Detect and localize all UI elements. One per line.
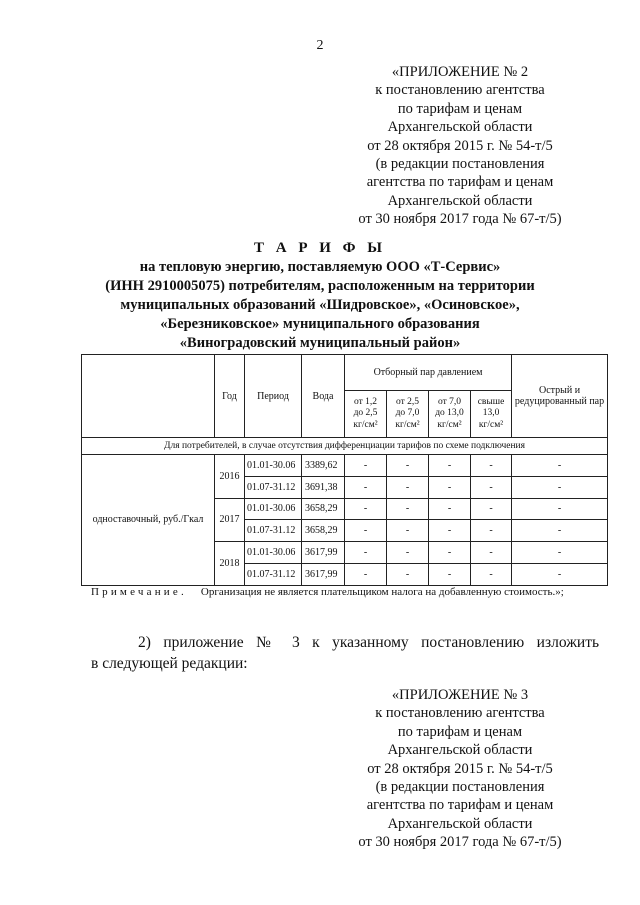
subtitle-line: (ИНН 2910005075) потребителям, расположенным на территории	[105, 278, 535, 294]
table-note	[91, 586, 564, 598]
row-label: одноставочный, руб./Гкал	[82, 455, 215, 586]
dash-cell: -	[429, 498, 471, 520]
period-cell: 01.07-31.12	[245, 476, 302, 498]
dash-cell: -	[345, 476, 387, 498]
appendix-2-line: Архангельской области	[387, 192, 533, 209]
dash-cell: -	[345, 498, 387, 520]
item-2-word: 2)	[138, 634, 151, 651]
header-period: Период	[245, 355, 302, 438]
appendix-3-line: по тарифам и ценам	[397, 723, 523, 740]
page-number: 2	[316, 38, 324, 53]
appendix-3-line: к постановлению агентства	[375, 705, 545, 722]
appendix-2-line: «ПРИЛОЖЕНИЕ № 2	[391, 64, 529, 80]
table-row	[82, 455, 608, 477]
dash-cell: -	[429, 563, 471, 585]
appendix-2-header	[330, 63, 590, 229]
appendix-3-line: Архангельской области	[387, 815, 533, 832]
consumers-row	[82, 438, 608, 455]
tariffs-subtitle	[0, 258, 640, 353]
dash-cell: -	[471, 455, 512, 477]
dash-cell: -	[512, 476, 608, 498]
steam-range-3: от 7,0 до 13,0 кг/см²	[429, 391, 471, 438]
header-sharp-steam: Острый и редуцированный пар	[512, 355, 608, 438]
item-2-word: №	[256, 634, 280, 651]
water-cell: 3658,29	[302, 520, 345, 542]
dash-cell: -	[471, 476, 512, 498]
tariff-table	[81, 354, 608, 586]
water-cell: 3617,99	[302, 563, 345, 585]
dash-cell: -	[471, 542, 512, 564]
dash-cell: -	[345, 520, 387, 542]
dash-cell: -	[471, 498, 512, 520]
dash-cell: -	[387, 520, 429, 542]
subtitle-line: на тепловую энергию, поставляемую ООО «Т-Сервис»	[139, 259, 501, 275]
item-2-word: приложение	[163, 634, 244, 651]
appendix-3-line: «ПРИЛОЖЕНИЕ № 3	[391, 687, 529, 703]
appendix-2-line: к постановлению агентства	[375, 82, 545, 99]
dash-cell: -	[429, 542, 471, 564]
year-cell: 2017	[215, 498, 245, 542]
appendix-3-line: от 30 ноября 2017 года № 67-т/5)	[358, 834, 562, 851]
item-2-word: к	[312, 634, 320, 651]
dash-cell: -	[512, 520, 608, 542]
dash-cell: -	[387, 476, 429, 498]
header-water: Вода	[302, 355, 345, 438]
appendix-3-line: агентства по тарифам и ценам	[366, 797, 554, 814]
table-header-row	[82, 355, 608, 391]
item-2-paragraph	[91, 632, 599, 674]
tariffs-title: Т А Р И Ф Ы	[253, 240, 387, 256]
water-cell: 3389,62	[302, 455, 345, 477]
dash-cell: -	[345, 455, 387, 477]
appendix-3-line: Архангельской области	[387, 742, 533, 759]
item-2-word: 3	[291, 634, 300, 651]
consumers-note: Для потребителей, в случае отсутствия дифференциации тарифов по схеме подключения	[82, 438, 608, 455]
item-2-word: изложить	[536, 634, 600, 651]
period-cell: 01.07-31.12	[245, 563, 302, 585]
dash-cell: -	[345, 542, 387, 564]
period-cell: 01.01-30.06	[245, 542, 302, 564]
period-cell: 01.07-31.12	[245, 520, 302, 542]
water-cell: 3617,99	[302, 542, 345, 564]
year-cell: 2016	[215, 455, 245, 499]
subtitle-line: «Березниковское» муниципального образования	[160, 316, 480, 332]
dash-cell: -	[429, 520, 471, 542]
dash-cell: -	[429, 455, 471, 477]
dash-cell: -	[387, 498, 429, 520]
appendix-3-line: от 28 октября 2015 г. № 54-т/5	[367, 760, 553, 777]
dash-cell: -	[471, 563, 512, 585]
dash-cell: -	[387, 455, 429, 477]
period-cell: 01.01-30.06	[245, 498, 302, 520]
year-cell: 2018	[215, 542, 245, 586]
dash-cell: -	[345, 563, 387, 585]
item-2-line-1	[91, 632, 599, 653]
appendix-2-line: агентства по тарифам и ценам	[366, 174, 554, 191]
dash-cell: -	[512, 455, 608, 477]
subtitle-line: «Виноградовский муниципальный район»	[179, 335, 461, 351]
dash-cell: -	[512, 498, 608, 520]
appendix-2-line: по тарифам и ценам	[397, 100, 523, 117]
appendix-3-header	[330, 686, 590, 852]
dash-cell: -	[512, 563, 608, 585]
dash-cell: -	[471, 520, 512, 542]
appendix-2-line: от 30 ноября 2017 года № 67-т/5)	[358, 211, 562, 228]
appendix-2-line: Архангельской области	[387, 119, 533, 136]
item-2-line-2: в следующей редакции:	[91, 655, 248, 672]
header-label-empty	[82, 355, 215, 438]
steam-range-2: от 2,5 до 7,0 кг/см²	[387, 391, 429, 438]
appendix-2-line: (в редакции постановления	[375, 156, 545, 173]
note-text: Организация не является плательщиком налога на добавленную стоимость.»;	[200, 586, 564, 598]
steam-range-4: свыше 13,0 кг/см²	[471, 391, 512, 438]
water-cell: 3691,38	[302, 476, 345, 498]
header-year: Год	[215, 355, 245, 438]
subtitle-line: муниципальных образований «Шидровское», «Осиновское»,	[120, 297, 520, 313]
period-cell: 01.01-30.06	[245, 455, 302, 477]
dash-cell: -	[387, 542, 429, 564]
header-selected-steam: Отборный пар давлением	[345, 355, 512, 391]
appendix-3-line: (в редакции постановления	[375, 779, 545, 796]
steam-range-1: от 1,2 до 2,5 кг/см²	[345, 391, 387, 438]
appendix-2-line: от 28 октября 2015 г. № 54-т/5	[367, 137, 553, 154]
item-2-word: постановлению	[421, 634, 525, 651]
dash-cell: -	[429, 476, 471, 498]
water-cell: 3658,29	[302, 498, 345, 520]
dash-cell: -	[387, 563, 429, 585]
dash-cell: -	[512, 542, 608, 564]
note-label: Примечание.	[91, 586, 187, 598]
item-2-word: указанному	[332, 634, 409, 651]
